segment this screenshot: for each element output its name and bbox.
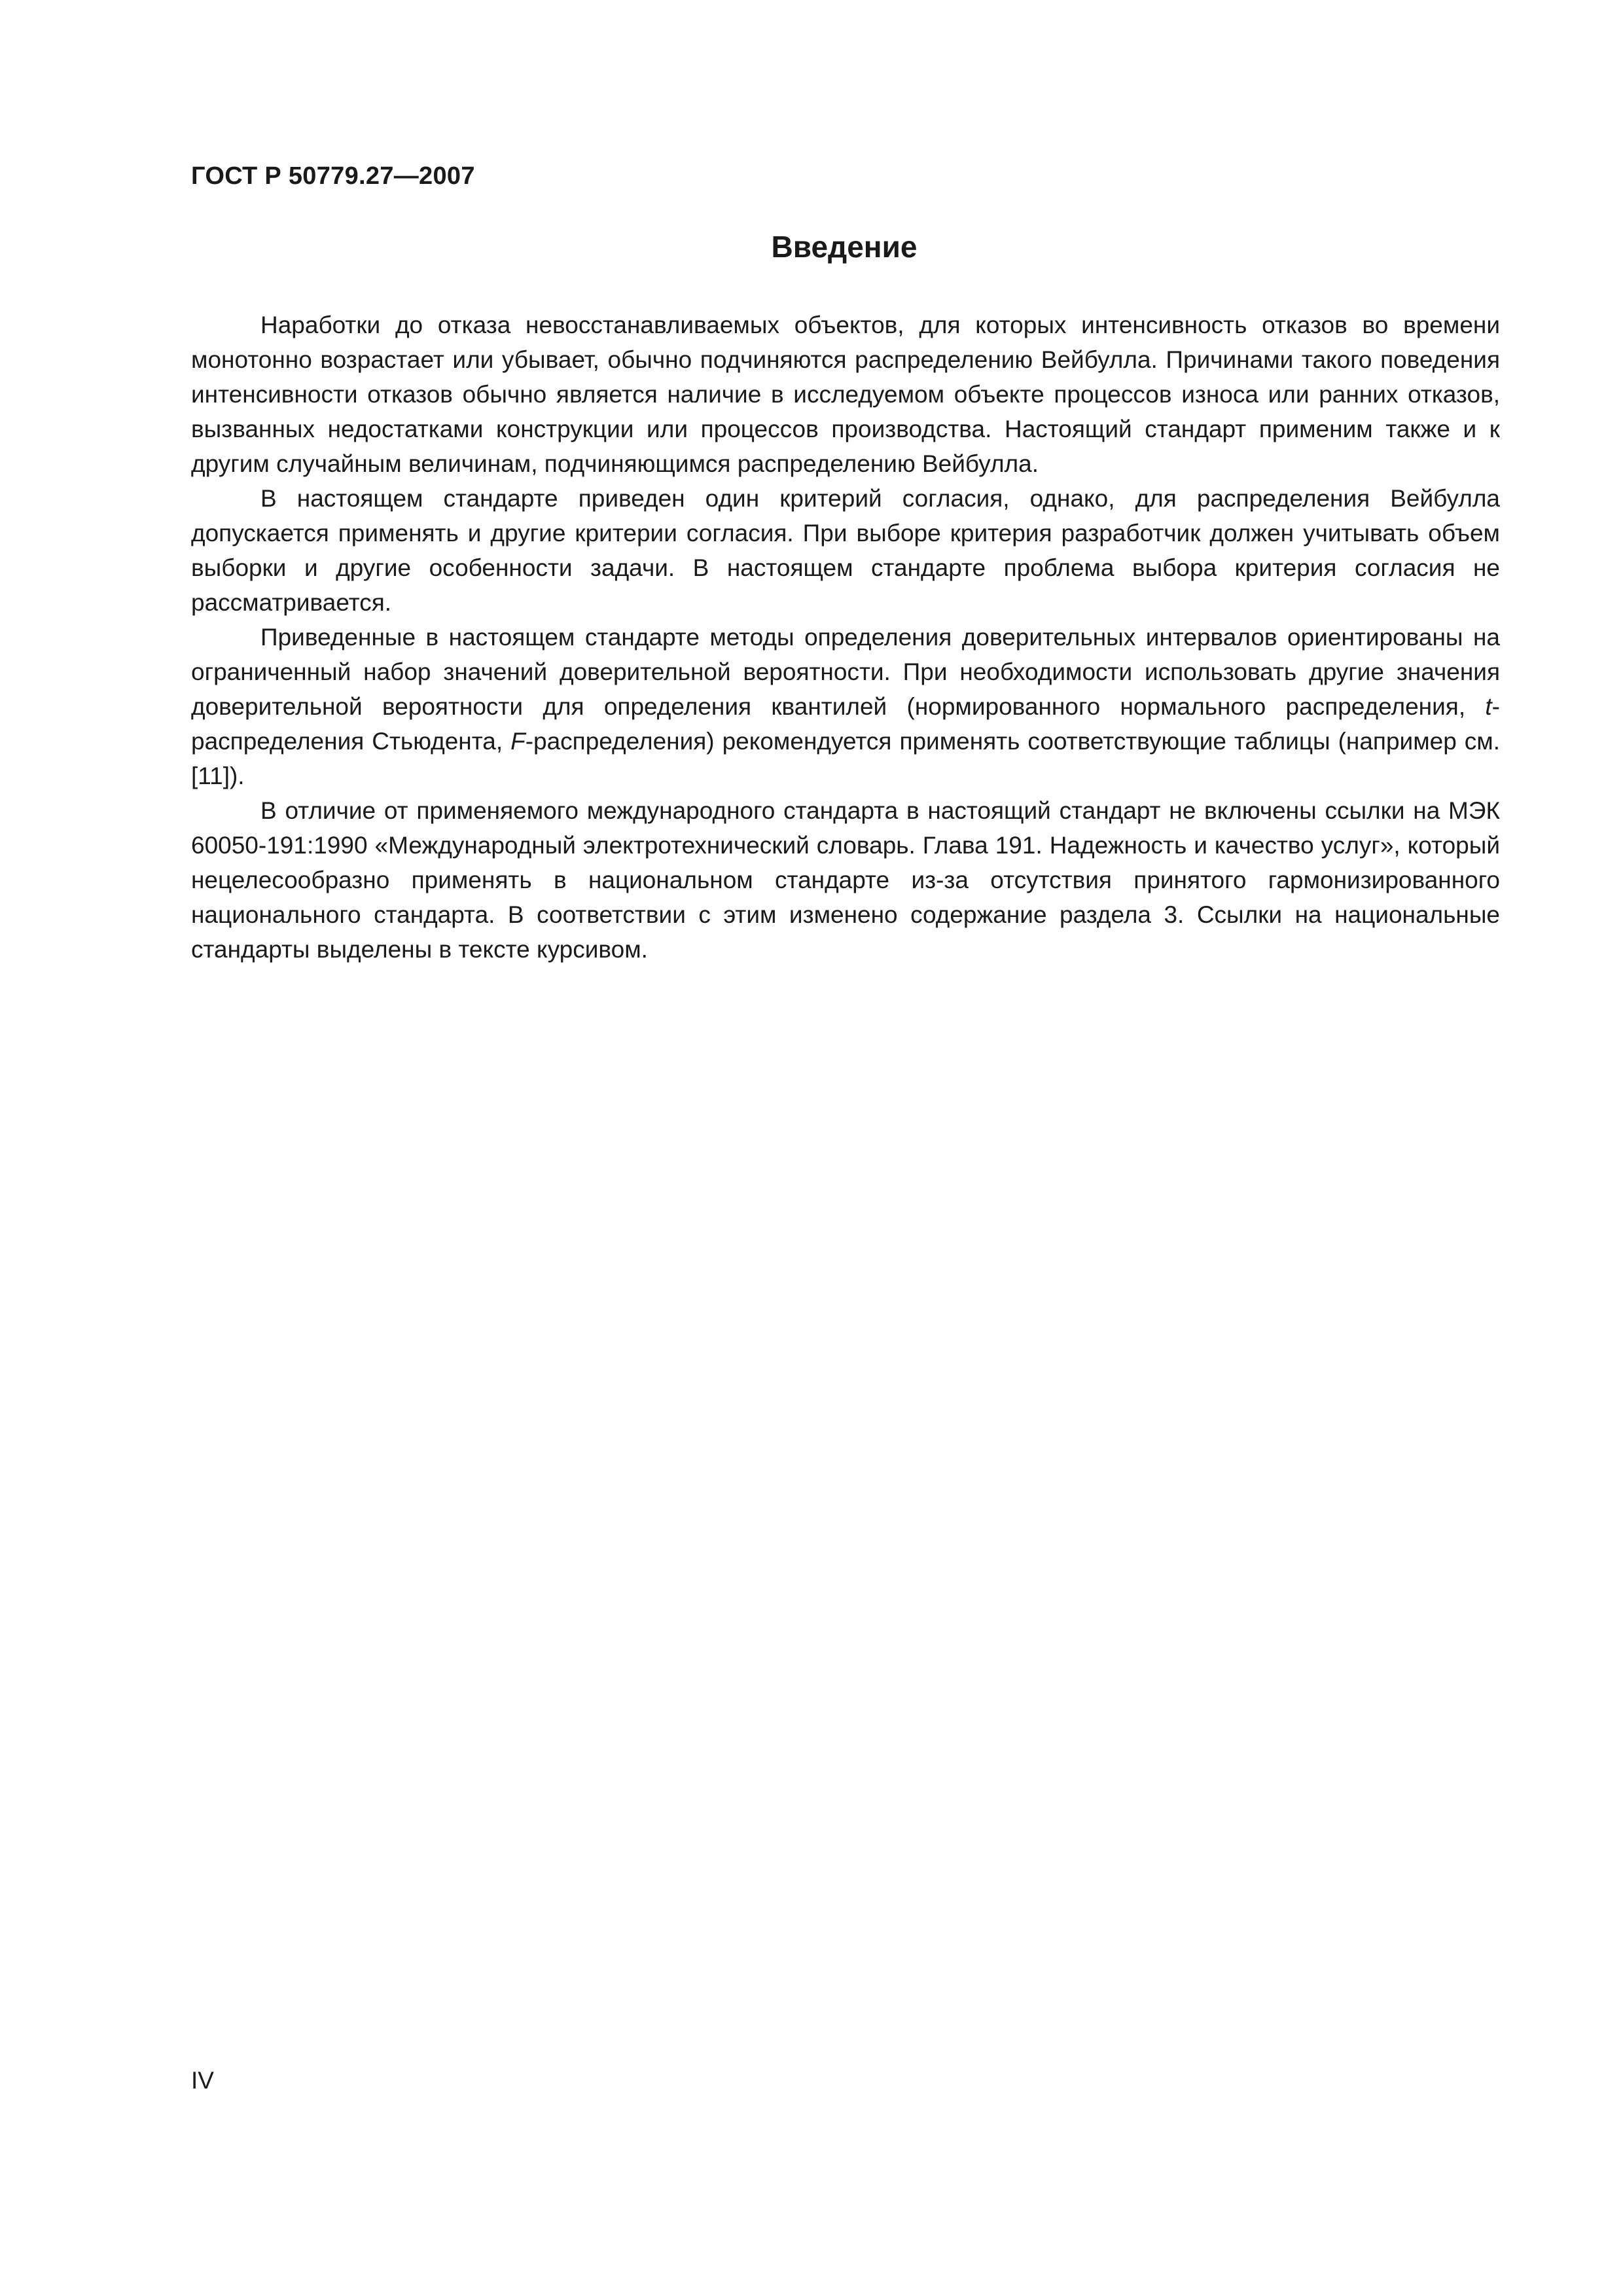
section-title: Введение [771,230,918,264]
paragraph-3-text-1: Приведенные в настоящем стандарте методы определения доверительных интервалов ориентированы на ограниченный набор значений доверительной вероятности. При необходимости использовать другие значения доверительной вероятности для определения квантилей (нормированного нормального распределения, [191,624,1500,720]
document-code: ГОСТ Р 50779.27—2007 [191,162,475,190]
page-number: IV [191,2067,214,2094]
introduction-body [191,308,1500,967]
paragraph-3-text-2: -распределения Стьюдента, [191,693,1500,755]
paragraph-4: В отличие от применяемого международного стандарта в настоящий стандарт не включены ссылки на МЭК 60050-191:1990 «Международный электротехнический словарь. Глава 191. Надежность и качество услуг», который нецелесообразно применять в национальном стандарте из-за отсутствия принятого гармонизированного национального стандарта. В соответствии с этим изменено содержание раздела 3. Ссылки на национальные стандарты выделены в тексте курсивом. [191,797,1500,963]
paragraph-2: В настоящем стандарте приведен один критерий согласия, однако, для распределения Вейбулла допускается применять и другие критерии согласия. При выборе критерия разработчик должен учитывать объем выборки и другие особенности задачи. В настоящем стандарте проблема выбора критерия согласия не рассматривается. [191,485,1500,616]
t-distribution-symbol: t [1485,693,1492,720]
f-distribution-symbol: F [510,728,526,755]
paragraph-3-text-3: -распределения) рекомендуется применять соответствующие таблицы (например см. [11]). [191,728,1500,789]
paragraph-1: Наработки до отказа невосстанавливаемых объектов, для которых интенсивность отказов во времени монотонно возрастает или убывает, обычно подчиняются распределению Вейбулла. Причинами такого поведения интенсивности отказов обычно является наличие в исследуемом объекте процессов износа или ранних отказов, вызванных недостатками конструкции или процессов производства. Настоящий стандарт применим также и к другим случайным величинам, подчиняющимся распределению Вейбулла. [191,312,1500,477]
paragraph-3 [191,620,1500,793]
